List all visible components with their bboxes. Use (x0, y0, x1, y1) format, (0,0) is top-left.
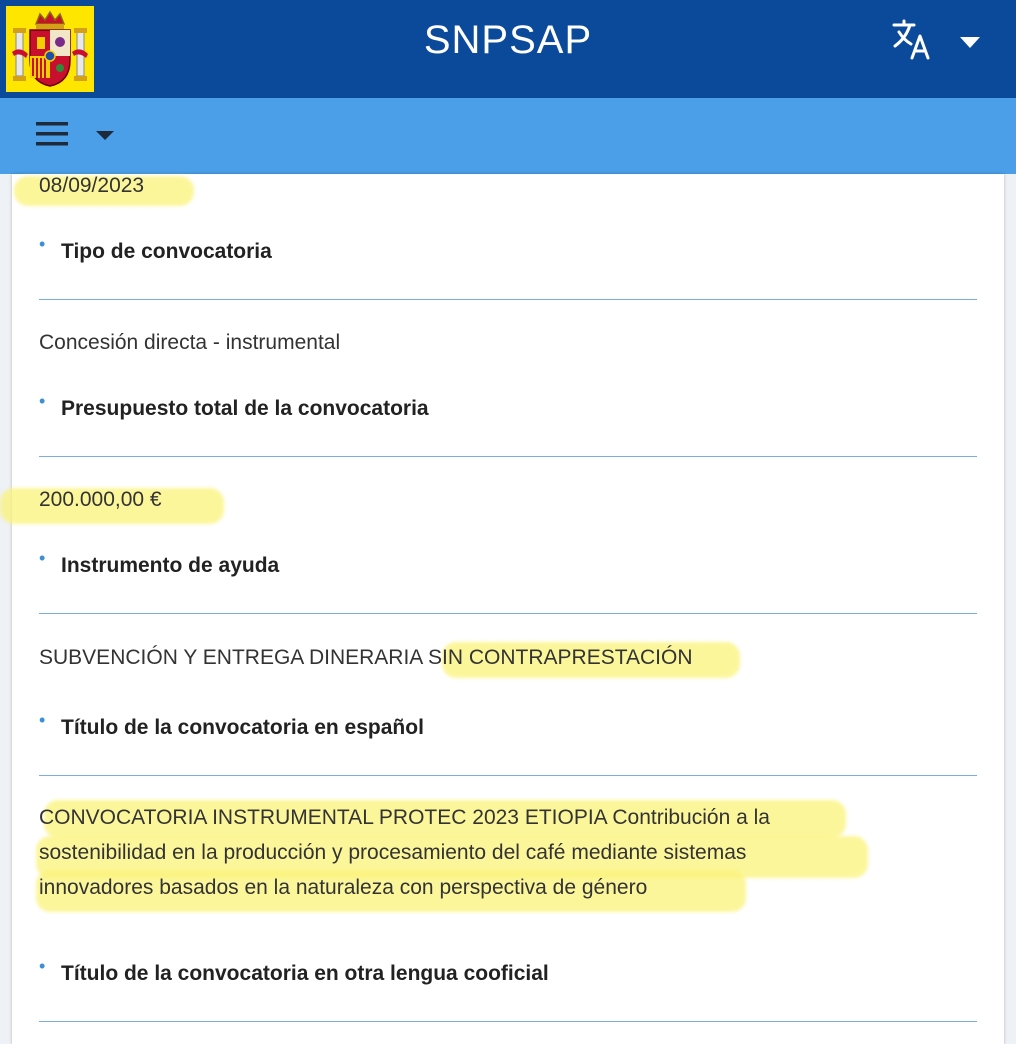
field-titulo-espanol (39, 706, 977, 776)
field-tipo-convocatoria (39, 230, 977, 300)
field-instrumento-ayuda (39, 544, 977, 614)
field-label: Título de la convocatoria en otra lengua cooficial (61, 962, 549, 985)
field-label: Título de la convocatoria en español (61, 716, 424, 739)
main-menu-button[interactable] (30, 116, 130, 156)
caret-down-icon (96, 128, 114, 146)
hamburger-menu-icon (36, 122, 70, 153)
field-presupuesto-total (39, 387, 977, 457)
field-value (39, 646, 692, 670)
divider (39, 613, 977, 614)
field-value (39, 800, 939, 905)
divider (39, 1021, 977, 1022)
title-line: sostenibilidad en la producción y procesamiento del café mediante sistemas (39, 841, 747, 864)
field-value-part: SUBVENCIÓN Y ENTREGA DINERARIA (39, 646, 423, 669)
translate-icon (890, 16, 934, 67)
top-header (0, 0, 1016, 98)
divider (39, 775, 977, 776)
app-title: SNPSAP (423, 18, 593, 62)
field-label: Tipo de convocatoria (61, 240, 272, 263)
navigation-bar (0, 98, 1016, 174)
bullet-icon: • (39, 956, 46, 976)
field-label: Presupuesto total de la convocatoria (61, 397, 429, 420)
title-line: innovadores basados en la naturaleza con perspectiva de género (39, 876, 648, 899)
bullet-icon: • (39, 548, 46, 568)
title-line: CONVOCATORIA INSTRUMENTAL PROTEC 2023 ETIOPIA Contribución a la (39, 806, 770, 829)
field-titulo-cooficial (39, 952, 977, 1022)
bullet-icon: • (39, 391, 46, 411)
date-value: 08/09/2023 (39, 174, 145, 197)
caret-down-icon (960, 36, 980, 54)
field-value: Concesión directa - instrumental (39, 331, 341, 354)
bullet-icon: • (39, 234, 46, 254)
field-value: 200.000,00 € (39, 488, 162, 511)
field-value-part: SIN CONTRAPRESTACIÓN (428, 646, 693, 669)
divider (39, 456, 977, 457)
language-selector[interactable] (890, 16, 990, 68)
bullet-icon: • (39, 710, 46, 730)
divider (39, 299, 977, 300)
field-label: Instrumento de ayuda (61, 554, 280, 577)
